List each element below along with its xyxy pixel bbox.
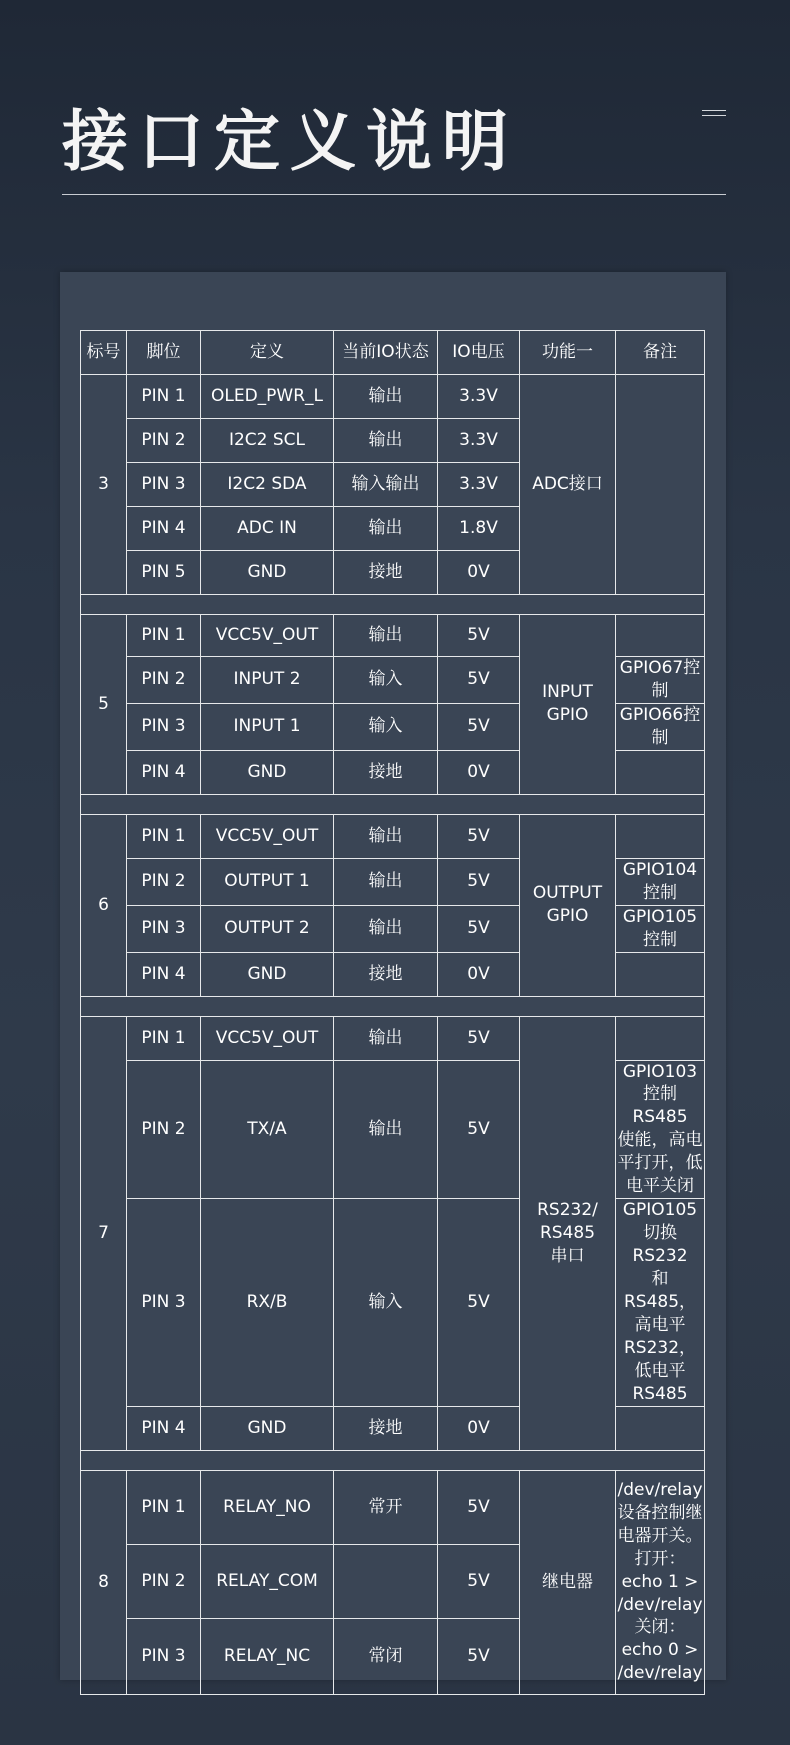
note-cell [616,615,705,657]
group-spacer [81,1450,705,1470]
function-cell: RS232/ RS485 串口 [520,1016,616,1450]
title-divider [62,194,726,195]
function-cell: INPUT GPIO [520,615,616,795]
pin-cell: PIN 1 [127,1470,201,1544]
io-voltage-cell: 5V [438,1618,520,1694]
io-voltage-cell: 5V [438,703,520,750]
io-state-cell: 输出 [334,905,438,952]
io-state-cell: 输出 [334,1060,438,1199]
note-cell: GPIO105 切换RS232 和RS485， 高电平 RS232， 低电平 RS485 [616,1199,705,1406]
menu-icon[interactable] [702,110,726,119]
group-id: 6 [81,814,127,996]
function-cell: ADC接口 [520,375,616,595]
pin-cell: PIN 3 [127,1618,201,1694]
group-spacer [81,996,705,1016]
pin-cell: PIN 4 [127,507,201,551]
group-id: 8 [81,1470,127,1694]
pin-cell: PIN 1 [127,375,201,419]
header-cell: 备注 [616,331,705,375]
io-state-cell: 输出 [334,507,438,551]
definition-cell: OUTPUT 2 [201,905,334,952]
pin-cell: PIN 1 [127,814,201,858]
io-state-cell: 输出 [334,419,438,463]
note-cell [616,375,705,595]
pin-cell: PIN 2 [127,657,201,704]
io-voltage-cell: 3.3V [438,463,520,507]
io-voltage-cell: 0V [438,551,520,595]
pin-cell: PIN 4 [127,1406,201,1450]
definition-cell: RX/B [201,1199,334,1406]
definition-cell: OUTPUT 1 [201,858,334,905]
header-cell: IO电压 [438,331,520,375]
io-voltage-cell: 5V [438,615,520,657]
table-row [81,814,705,858]
note-cell: GPIO104控制 [616,858,705,905]
definition-cell: GND [201,750,334,794]
io-voltage-cell: 5V [438,905,520,952]
table-row [81,615,705,657]
header-cell: 当前IO状态 [334,331,438,375]
io-voltage-cell: 5V [438,1016,520,1060]
io-state-cell: 输出 [334,858,438,905]
io-voltage-cell: 3.3V [438,419,520,463]
table-header-row [81,331,705,375]
io-state-cell: 输入 [334,1199,438,1406]
definition-cell: VCC5V_OUT [201,1016,334,1060]
io-voltage-cell: 5V [438,657,520,704]
definition-cell: VCC5V_OUT [201,814,334,858]
io-voltage-cell: 0V [438,750,520,794]
note-cell [616,1406,705,1450]
pin-cell: PIN 1 [127,1016,201,1060]
group-id: 5 [81,615,127,795]
io-state-cell: 输入输出 [334,463,438,507]
io-voltage-cell: 5V [438,858,520,905]
io-voltage-cell: 5V [438,1199,520,1406]
pin-cell: PIN 3 [127,463,201,507]
definition-cell: GND [201,551,334,595]
table-row [81,375,705,419]
io-state-cell: 接地 [334,952,438,996]
io-state-cell: 输入 [334,703,438,750]
pin-cell: PIN 3 [127,905,201,952]
note-cell: GPIO103 控制RS485 使能，高电 平打开，低 电平关闭 [616,1060,705,1199]
table-row [81,1470,705,1544]
io-voltage-cell: 3.3V [438,375,520,419]
group-id: 7 [81,1016,127,1450]
pin-cell: PIN 3 [127,703,201,750]
function-cell: 继电器 [520,1470,616,1694]
io-voltage-cell: 0V [438,952,520,996]
pin-cell: PIN 2 [127,858,201,905]
group-id: 3 [81,375,127,595]
header-cell: 标号 [81,331,127,375]
note-cell [616,1016,705,1060]
io-voltage-cell: 1.8V [438,507,520,551]
pin-cell: PIN 4 [127,952,201,996]
pin-cell: PIN 2 [127,419,201,463]
group-spacer [81,794,705,814]
pin-cell: PIN 3 [127,1199,201,1406]
header-cell: 定义 [201,331,334,375]
io-voltage-cell: 5V [438,1470,520,1544]
note-cell: GPIO66控制 [616,703,705,750]
table-row [81,1016,705,1060]
note-cell [616,952,705,996]
io-state-cell: 输出 [334,615,438,657]
io-voltage-cell: 0V [438,1406,520,1450]
definition-cell: RELAY_NO [201,1470,334,1544]
header-cell: 功能一 [520,331,616,375]
pin-cell: PIN 5 [127,551,201,595]
io-state-cell: 输出 [334,375,438,419]
definition-cell: OLED_PWR_L [201,375,334,419]
definition-cell: I2C2 SCL [201,419,334,463]
group-spacer [81,595,705,615]
io-voltage-cell: 5V [438,814,520,858]
definition-cell: GND [201,1406,334,1450]
pin-definition-table [80,330,705,1695]
pin-cell: PIN 4 [127,750,201,794]
definition-cell: INPUT 1 [201,703,334,750]
io-state-cell: 输入 [334,657,438,704]
io-state-cell: 接地 [334,750,438,794]
pin-cell: PIN 1 [127,615,201,657]
note-cell: GPIO105控制 [616,905,705,952]
note-cell: /dev/relay 设备控制继 电器开关。 打开： echo 1 > /dev/relay 关闭： echo 0 > /dev/relay [616,1470,705,1694]
note-cell [616,814,705,858]
io-state-cell: 常开 [334,1470,438,1544]
note-cell: GPIO67控制 [616,657,705,704]
io-state-cell: 输出 [334,814,438,858]
definition-cell: I2C2 SDA [201,463,334,507]
definition-cell: TX/A [201,1060,334,1199]
definition-cell: RELAY_COM [201,1544,334,1618]
io-state-cell: 常闭 [334,1618,438,1694]
io-state-cell [334,1544,438,1618]
note-cell [616,750,705,794]
definition-cell: GND [201,952,334,996]
page-title: 接口定义说明 [62,102,518,180]
definition-cell: INPUT 2 [201,657,334,704]
definition-cell: VCC5V_OUT [201,615,334,657]
io-state-cell: 接地 [334,1406,438,1450]
io-voltage-cell: 5V [438,1544,520,1618]
io-state-cell: 输出 [334,1016,438,1060]
pin-cell: PIN 2 [127,1060,201,1199]
definition-cell: RELAY_NC [201,1618,334,1694]
pin-cell: PIN 2 [127,1544,201,1618]
header-cell: 脚位 [127,331,201,375]
io-voltage-cell: 5V [438,1060,520,1199]
io-state-cell: 接地 [334,551,438,595]
function-cell: OUTPUT GPIO [520,814,616,996]
definition-cell: ADC IN [201,507,334,551]
